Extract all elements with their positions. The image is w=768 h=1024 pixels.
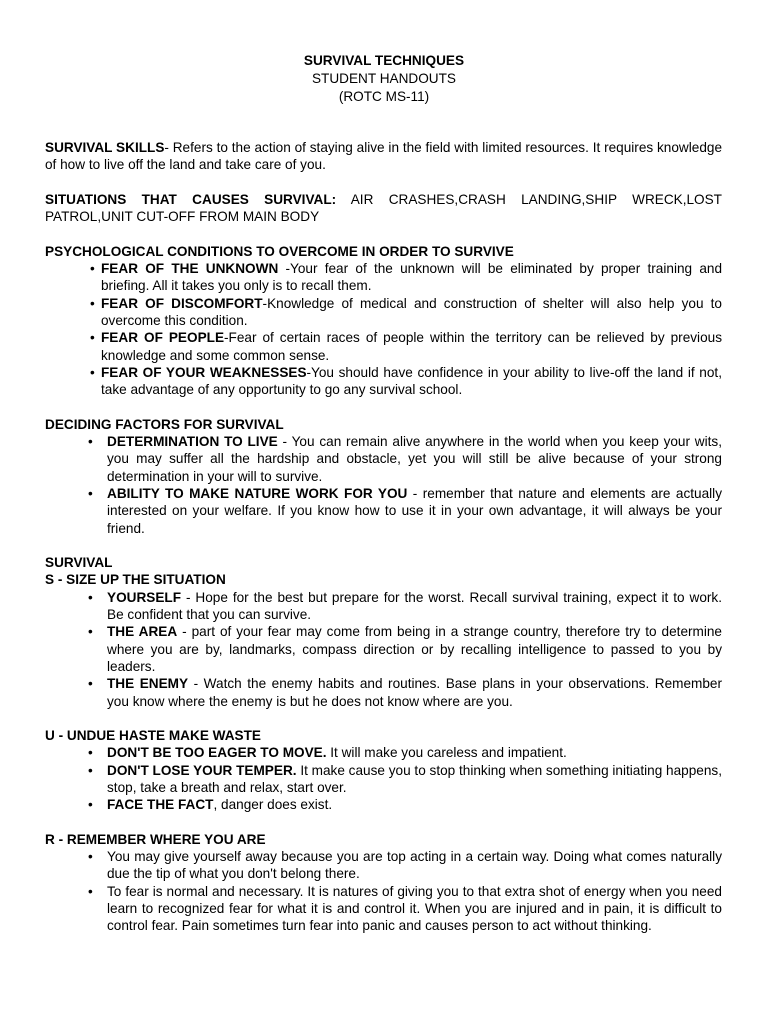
- u-heading: U - UNDUE HASTE MAKE WASTE: [45, 728, 261, 744]
- deciding-heading: DECIDING FACTORS FOR SURVIVAL: [45, 416, 284, 432]
- item-term: FACE THE FACT: [107, 797, 214, 813]
- situations-text: AIR CRASHES,CRASH LANDING,SHIP WRECK,LOST PATROL,UNIT CUT-OFF FROM MAIN BODY: [45, 191, 722, 225]
- item-text: -Fear of certain races of people within the territory can be relieved by previous knowledge and some common sense.: [101, 330, 722, 363]
- item-text: - You can remain alive anywhere in the world when you keep your wits, you may suffer all the hardship and obstacle, yet you will still be alive because of your strong determination in your will to survive.: [107, 434, 722, 484]
- item-text: , danger does exist.: [213, 797, 333, 813]
- s-heading: S - SIZE UP THE SITUATION: [45, 572, 226, 588]
- bullet-icon: •: [90, 295, 95, 311]
- item-text: - part of your fear may come from being in a strange country, therefore try to determine where you are by, landmarks, compass direction or by recalling intelligence to passed to you by leaders.: [107, 624, 722, 674]
- item-term: DON'T BE TOO EAGER TO MOVE.: [107, 745, 327, 761]
- bullet-icon: •: [90, 364, 95, 380]
- survival-skills-term: SURVIVAL SKILLS: [45, 140, 165, 155]
- document-subtitle: STUDENT HANDOUTS: [311, 71, 456, 86]
- list-item: [45, 260, 722, 295]
- u-list: [45, 744, 722, 813]
- situations-term: SITUATIONS THAT CAUSES SURVIVAL:: [45, 191, 337, 207]
- r-list: [45, 848, 722, 934]
- bullet-icon: •: [88, 745, 93, 761]
- bullet-icon: •: [88, 797, 93, 813]
- document-body: [45, 139, 722, 935]
- situations-paragraph: [45, 191, 722, 226]
- s-list: [45, 589, 722, 710]
- list-item: [45, 364, 722, 399]
- item-text: - remember that nature and elements are actually interested on your welfare. If you know how to use it in your own advantage, it will always be your friend.: [107, 485, 722, 536]
- r-heading: R - REMEMBER WHERE YOU ARE: [45, 831, 266, 847]
- bullet-icon: •: [90, 261, 95, 277]
- list-item: [45, 589, 722, 624]
- list-item: [45, 744, 722, 761]
- list-item: [45, 848, 722, 883]
- item-term: FEAR OF DISCOMFORT: [101, 295, 263, 311]
- item-term: THE ENEMY: [107, 676, 189, 692]
- bullet-icon: •: [90, 330, 95, 346]
- item-term: DETERMINATION TO LIVE: [107, 434, 278, 450]
- item-term: YOURSELF: [107, 589, 182, 605]
- item-text: It will make you careless and impatient.: [326, 745, 567, 761]
- list-item: [45, 883, 722, 935]
- bullet-icon: •: [88, 434, 93, 450]
- bullet-icon: •: [88, 676, 93, 692]
- list-item: [45, 295, 722, 330]
- list-item: [45, 762, 722, 797]
- bullet-icon: •: [88, 883, 93, 899]
- survival-skills-text: - Refers to the action of staying alive in the field with limited resources. It requires knowledge of how to live off the land and take care of you.: [45, 140, 722, 173]
- bullet-icon: •: [88, 849, 93, 865]
- item-text: - Watch the enemy habits and routines. Base plans in your observations. Remember you know where the enemy is but he does not know where are you.: [107, 676, 722, 709]
- item-term: FEAR OF THE UNKNOWN: [101, 261, 279, 277]
- item-text: - Hope for the best but prepare for the worst. Recall survival training, expect it to work. Be confident that you can survive.: [107, 589, 722, 623]
- bullet-icon: •: [88, 624, 93, 640]
- item-text: To fear is normal and necessary. It is natures of giving you to that extra shot of energy when you need learn to recognized fear for what it is and control it. When you are injured and in pain, it is difficult to control fear. Pain sometimes turn fear into panic and causes person to act without thinking.: [107, 883, 722, 934]
- list-item: [45, 433, 722, 485]
- document-title: SURVIVAL TECHNIQUES: [303, 53, 465, 68]
- list-item: [45, 623, 722, 675]
- item-text: -Your fear of the unknown will be eliminated by proper training and briefing. All it takes you only is to recall them.: [101, 261, 723, 294]
- psych-heading: PSYCHOLOGICAL CONDITIONS TO OVERCOME IN ORDER TO SURVIVE: [45, 243, 514, 259]
- bullet-icon: •: [88, 762, 93, 778]
- bullet-icon: •: [88, 485, 93, 501]
- item-text: -Knowledge of medical and construction of shelter will also help you to overcome this condition.: [101, 295, 722, 328]
- document-header: [0, 52, 768, 106]
- list-item: [45, 675, 722, 710]
- deciding-list: [45, 433, 722, 537]
- list-item: [45, 796, 722, 813]
- item-term: DON'T LOSE YOUR TEMPER.: [107, 762, 297, 778]
- item-term: THE AREA: [107, 624, 178, 640]
- item-text: It make cause you to stop thinking when something initiating happens, stop, take a breath and relax, start over.: [107, 762, 722, 795]
- survival-skills-paragraph: [45, 139, 722, 174]
- item-term: FEAR OF YOUR WEAKNESSES: [101, 364, 307, 380]
- item-text: You may give yourself away because you are top acting in a certain way. Doing what comes naturally due the tip of what you don't belong there.: [107, 849, 722, 882]
- psych-list: [45, 260, 722, 398]
- list-item: [45, 329, 722, 364]
- item-text: -You should have confidence in your ability to live-off the land if not, take advantage of any opportunity to go any survival school.: [101, 364, 722, 398]
- list-item: [45, 485, 722, 537]
- item-term: ABILITY TO MAKE NATURE WORK FOR YOU: [107, 485, 408, 501]
- bullet-icon: •: [88, 589, 93, 605]
- item-term: FEAR OF PEOPLE: [101, 330, 225, 346]
- course-code: (ROTC MS-11): [338, 89, 430, 104]
- survival-heading: SURVIVAL: [45, 555, 113, 571]
